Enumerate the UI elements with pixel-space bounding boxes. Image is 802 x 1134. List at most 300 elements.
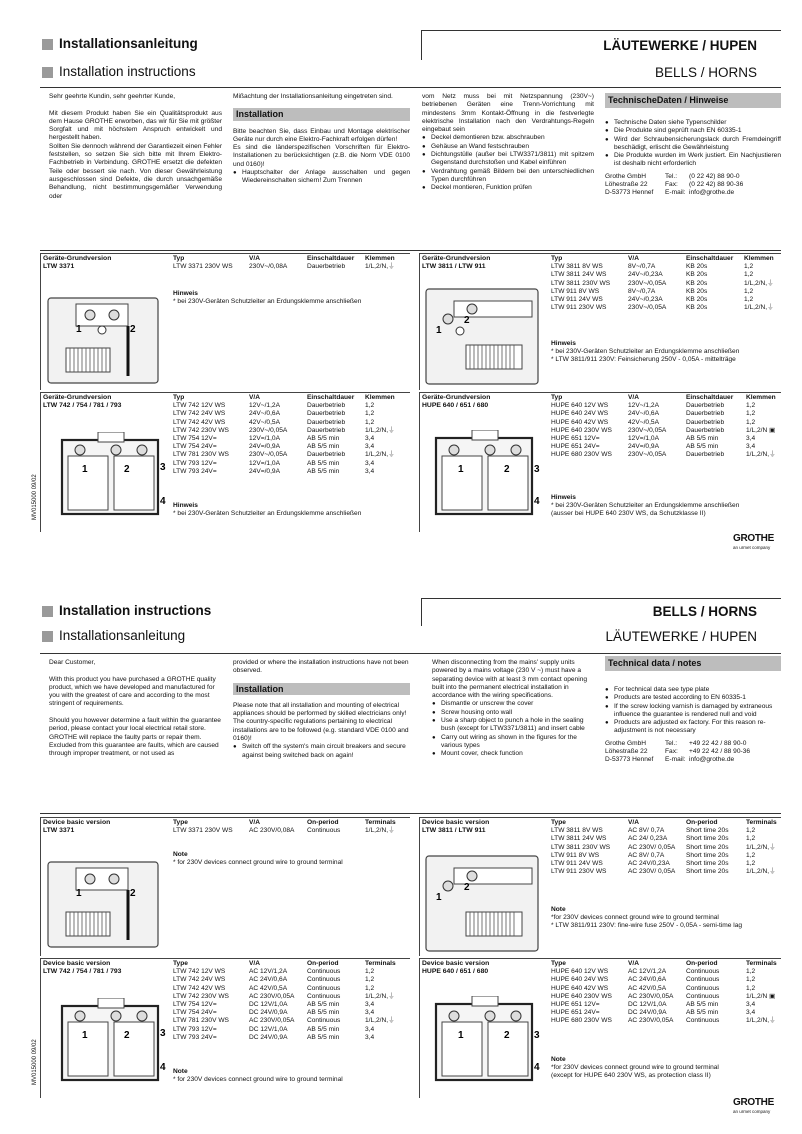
svg-text:3: 3 <box>534 464 540 475</box>
table-header-cell: V/A <box>628 255 639 262</box>
svg-text:1: 1 <box>82 1030 88 1041</box>
title-en: Installation instructions <box>59 64 196 79</box>
table-cell: 24V~/0,23A <box>628 271 663 279</box>
table-header-cell: Terminals <box>746 960 777 967</box>
table-cell: AC 230V/ 0,05A <box>628 868 676 876</box>
table-cell: 3,4 <box>365 1009 375 1017</box>
table-cell: AC 230V/0,05A <box>628 1017 674 1025</box>
note-heading: Note <box>551 906 566 913</box>
table-cell: HUPE 640 230V WS <box>551 992 612 1000</box>
table-header-cell: Einschaltdauer <box>686 394 734 401</box>
device-note <box>551 340 739 365</box>
table-cell: HUPE 651 24V= <box>551 1009 600 1017</box>
table-row <box>551 860 796 868</box>
device-title <box>422 819 489 835</box>
device-spec-table <box>173 394 425 476</box>
table-row <box>551 304 796 312</box>
table-cell: AC 230V/0,05A <box>249 992 295 1000</box>
device-title-line: Geräte-Grundversion <box>43 255 112 262</box>
table-cell: Dauerbetrieb <box>686 451 725 459</box>
table-header-cell: V/A <box>249 960 260 967</box>
note-text: * bei 230V-Geräten Schutzleiter an Erdungsklemme anschließen <box>173 298 362 306</box>
grothe-logo: GROTHE an urmet company <box>733 1097 774 1115</box>
table-row <box>551 1017 796 1025</box>
table-cell: 230V~/0,05A <box>628 304 667 312</box>
table-cell: Dauerbetrieb <box>686 402 725 410</box>
table-cell: 3,4 <box>365 1025 375 1033</box>
device-title-model: LTW 742 / 754 / 781 / 793 <box>43 402 122 409</box>
table-cell: LTW 911 24V WS <box>551 295 603 303</box>
table-cell: AB 5/5 min <box>686 1000 719 1008</box>
title-right-1b: BELLS / HORNS <box>652 604 757 619</box>
header-square <box>42 606 53 617</box>
table-cell: 230V~/0,05A <box>628 426 667 434</box>
table-row <box>173 427 425 435</box>
table-cell: HUPE 680 230V WS <box>551 451 612 459</box>
table-header-cell: On-period <box>307 960 339 967</box>
table-cell: 1,2 <box>365 968 375 976</box>
svg-text:3: 3 <box>160 462 166 473</box>
table-cell: 1,2 <box>746 859 756 867</box>
note-heading: Hinweis <box>173 502 198 509</box>
table-cell: 42V~/0,5A <box>249 418 280 426</box>
note-text: *for 230V devices connect ground wire to ground terminal <box>551 1064 719 1072</box>
rule <box>40 87 781 88</box>
table-row <box>551 852 796 860</box>
note-heading: Note <box>173 1068 188 1075</box>
device-title <box>422 394 490 410</box>
table-row <box>551 985 796 993</box>
table-row <box>173 993 425 1001</box>
table-cell: 24V~/0,6A <box>628 410 659 418</box>
table-cell: LTW 911 230V WS <box>551 304 607 312</box>
address: Grothe GmbH Tel.: (0 22 42) 88 90-0 Löhestraße 22 Fax: (0 22 42) 88 90-36 D-53773 Hennef E-mail: info@grothe.de <box>605 172 744 197</box>
table-cell: DC 12V/1,0A <box>249 1000 288 1008</box>
table-row <box>173 985 425 993</box>
table-row <box>173 1034 425 1042</box>
table-cell: LTW 742 42V WS <box>173 984 226 992</box>
device-title-model: HUPE 640 / 651 / 680 <box>422 968 489 975</box>
table-cell: 24V~/0,6A <box>249 410 280 418</box>
table-cell: HUPE 640 42V WS <box>551 984 609 992</box>
intro-col-3b: When disconnecting from the mains' supply units powered by a mains voltage (230 V ~) must have a separating device with at least 3 mm contact opening built into the permanent electrical installation in accordance with the wiring specifications. ● Dismantle or unscrew the cover ● Screw housing onto wall ● Use a sharp object to punch a hole in the sealing bush (except for LTW3371/3811) and insert cable ● Carry out wiring as shown in the figures for the various types ● Mount cover, check function <box>432 659 594 759</box>
note-text: * for 230V devices connect ground wire to ground terminal <box>173 859 343 867</box>
table-cell: 12V=/1,0A <box>249 459 280 467</box>
svg-text:2: 2 <box>464 315 470 326</box>
table-cell: 1/L,2/N,⏚ <box>746 843 776 851</box>
table-cell: 1,2 <box>365 402 375 410</box>
table-cell: 12V~/1,2A <box>628 402 659 410</box>
table-header-cell: Klemmen <box>365 394 395 401</box>
table-cell: 24V=/0,9A <box>628 443 659 451</box>
device-title-line: Geräte-Grundversion <box>422 394 491 401</box>
table-cell: 12V=/1,0A <box>249 434 280 442</box>
table-cell: Continuous <box>307 976 341 984</box>
table-cell: LTW 793 24V= <box>173 467 217 475</box>
svg-text:2: 2 <box>504 1030 510 1041</box>
table-cell: HUPE 680 230V WS <box>551 1017 612 1025</box>
table-cell: AC 230V/0,05A <box>628 992 674 1000</box>
device-title <box>43 960 121 976</box>
table-cell: AC 24V/0,6A <box>249 976 288 984</box>
table-cell: HUPE 640 12V WS <box>551 968 609 976</box>
table-cell: 1,2 <box>746 402 756 410</box>
table-header-cell: Type <box>173 960 188 967</box>
table-cell: HUPE 640 12V WS <box>551 402 609 410</box>
table-cell: AC 24V/0,6A <box>628 976 667 984</box>
table-header-cell: On-period <box>686 819 718 826</box>
table-header-cell: V/A <box>628 960 639 967</box>
svg-text:1: 1 <box>82 464 88 475</box>
table-row <box>173 968 425 976</box>
table-cell: LTW 3811 230V WS <box>551 279 611 287</box>
table-cell: LTW 742 230V WS <box>173 426 229 434</box>
svg-text:4: 4 <box>160 496 166 507</box>
table-cell: 3,4 <box>746 434 756 442</box>
doc-code: MV015000 09/02 <box>32 1039 38 1085</box>
note-heading: Hinweis <box>551 494 576 501</box>
table-cell: DC 24V/0,9A <box>628 1009 667 1017</box>
table-cell: KB 20s <box>686 295 708 303</box>
table-cell: Continuous <box>686 968 720 976</box>
table-row <box>173 435 425 443</box>
title-right-1: LÄUTEWERKE / HUPEN <box>603 38 757 53</box>
device-title-line: Device basic version <box>43 819 111 826</box>
table-header-cell: V/A <box>249 819 260 826</box>
table-row <box>173 1017 425 1025</box>
table-cell: 1/L,2/N ▣ <box>746 426 776 434</box>
device-title-model: LTW 742 / 754 / 781 / 793 <box>43 968 122 975</box>
table-cell: 3,4 <box>365 443 375 451</box>
wiring-diagram-hupe-en <box>432 996 544 1086</box>
table-cell: 230V~/0,05A <box>249 426 288 434</box>
device-title <box>43 819 110 835</box>
techdata-head: Technical data / notes <box>605 656 781 671</box>
table-cell: AC 8V/ 0,7A <box>628 851 665 859</box>
header-square <box>42 39 53 50</box>
device-title-model: LTW 3371 <box>43 263 75 270</box>
table-cell: 1,2 <box>744 263 754 271</box>
note-heading: Hinweis <box>551 340 576 347</box>
table-header-cell: Typ <box>551 255 563 262</box>
table-cell: Dauerbetrieb <box>686 426 725 434</box>
table-cell: DC 12V/1,0A <box>249 1025 288 1033</box>
table-cell: Dauerbetrieb <box>307 410 346 418</box>
intro-col-2: Mißachtung der Installationsanleitung eingetreten sind. Installation Bitte beachten Sie, dass Einbau und Montage elektrischer Geräte nur durch eine Elektro-Fachkraft erfolgen dürfen! Es sind die länderspezifischen Vorschriften für Elektro-Installationen zu berücksichtigen (z.B. die Norm VDE 0100 und 0160)! ● Hauptschalter der Anlage ausschalten und gegen Wiedereinschalten sichern! Zum Trennen <box>233 93 410 186</box>
table-cell: 12V=/1,0A <box>628 434 659 442</box>
table-cell: Dauerbetrieb <box>307 418 346 426</box>
table-cell: KB 20s <box>686 271 708 279</box>
table-row <box>173 410 425 418</box>
svg-text:2: 2 <box>130 324 136 335</box>
title-right-2: BELLS / HORNS <box>654 65 757 80</box>
table-cell: 42V~/0,5A <box>628 418 659 426</box>
table-cell: LTW 742 230V WS <box>173 992 229 1000</box>
table-cell: AB 5/5 min <box>307 1000 340 1008</box>
table-cell: Dauerbetrieb <box>307 402 346 410</box>
table-header-cell: Terminals <box>746 819 777 826</box>
table-row <box>551 271 796 279</box>
note-text: * LTW 3811/911 230V: Feinsicherung 250V - 0,05A - mittelträge <box>551 356 736 364</box>
table-row <box>173 419 425 427</box>
note-heading: Hinweis <box>173 290 198 297</box>
table-cell: 230V~/0,05A <box>628 451 667 459</box>
table-cell: 3,4 <box>746 1000 756 1008</box>
table-header-cell: Terminals <box>365 960 396 967</box>
table-cell: 1,2 <box>746 827 756 835</box>
table-cell: 1,2 <box>746 410 756 418</box>
device-spec-table <box>551 255 796 312</box>
table-cell: 3,4 <box>365 434 375 442</box>
table-header-cell: Einschaltdauer <box>307 394 355 401</box>
techdata-col-b: ● For technical data see type plate ● Products are tested according to EN 60335-1 ● If the screw locking varnish is damaged by extraneous influence the guarantee is rendered null and void ● Products are adjusted ex factory. For this reason re-adjustment is not necessary Grothe GmbH Tel.: +49 22 42 / 88 90-0 Löhestraße 22 Fax: +49 22 42 / 88 90-36 D-53773 Hennef E-mail: info@grothe.de <box>605 686 781 765</box>
device-spec-table <box>551 960 796 1026</box>
table-cell: LTW 793 12V= <box>173 1025 217 1033</box>
device-title-line: Geräte-Grundversion <box>422 255 491 262</box>
table-cell: AC 12V/1,2A <box>249 968 288 976</box>
table-cell: 1,2 <box>746 835 756 843</box>
intro-col-3: vom Netz muss bei mit Netzspannung (230V~) betriebenen Geräten eine Trenn-Vorrichtung mit mindestens 3mm Kontakt-Öffnung in die festverlegte elektrische Installation nach den Verdrahtungs-Regeln eingebaut sein ● Deckel demontieren bzw. abschrauben ● Gehäuse an Wand festschrauben ● Dichtungstülle (außer bei LTW3371/3811) mit spitzem Gegenstand durchstoßen und Kabel einführen ● Verdrahtung gemäß Bildern bei den unterschiedlichen Typen durchführen ● Deckel montieren, Funktion prüfen <box>422 93 594 193</box>
table-row <box>551 993 796 1001</box>
table-cell: HUPE 640 24V WS <box>551 410 609 418</box>
device-spec-table <box>551 819 796 876</box>
table-cell: LTW 742 24V WS <box>173 410 226 418</box>
note-text: * bei 230V-Geräten Schutzleiter an Erdungsklemme anschließen <box>173 510 362 518</box>
table-cell: 1,2 <box>744 271 754 279</box>
table-row <box>551 288 796 296</box>
table-cell: HUPE 640 42V WS <box>551 418 609 426</box>
table-row <box>551 435 796 443</box>
table-header-cell: Terminals <box>365 819 396 826</box>
table-cell: 24V~/0,23A <box>628 295 663 303</box>
device-note <box>551 1056 719 1081</box>
table-cell: 1/L,2/N,⏚ <box>744 279 774 287</box>
table-header-row <box>551 819 796 827</box>
table-header-cell: Klemmen <box>744 255 774 262</box>
table-cell: 1,2 <box>746 418 756 426</box>
table-cell: Dauerbetrieb <box>307 263 346 271</box>
table-header-cell: On-period <box>686 960 718 967</box>
table-cell: KB 20s <box>686 287 708 295</box>
table-cell: AB 5/5 min <box>686 443 719 451</box>
table-cell: 3,4 <box>746 1009 756 1017</box>
table-cell: LTW 754 12V= <box>173 1000 217 1008</box>
device-title <box>43 255 111 271</box>
table-header-cell: V/A <box>628 394 639 401</box>
table-cell: 1/L,2/N,⏚ <box>365 992 395 1000</box>
svg-text:1: 1 <box>436 325 442 336</box>
table-header-cell: Type <box>173 819 188 826</box>
title-right-2b: LÄUTEWERKE / HUPEN <box>605 629 757 644</box>
svg-text:3: 3 <box>534 1030 540 1041</box>
table-cell: AB 5/5 min <box>307 443 340 451</box>
table-cell: LTW 793 12V= <box>173 459 217 467</box>
table-row <box>173 402 425 410</box>
device-title <box>422 255 490 271</box>
table-cell: HUPE 651 12V= <box>551 1000 600 1008</box>
table-cell: AC 230V/0,05A <box>249 1017 295 1025</box>
table-cell: LTW 742 24V WS <box>173 976 226 984</box>
table-cell: 1,2 <box>746 968 756 976</box>
table-cell: 1,2 <box>365 418 375 426</box>
table-cell: 230V~/0,08A <box>249 263 288 271</box>
table-cell: LTW 911 8V WS <box>551 287 600 295</box>
table-header-cell: V/A <box>249 255 260 262</box>
svg-text:1: 1 <box>76 324 82 335</box>
svg-text:1: 1 <box>458 464 464 475</box>
table-cell: AB 5/5 min <box>307 459 340 467</box>
wiring-diagram-3371-en <box>46 860 164 950</box>
table-cell: HUPE 640 230V WS <box>551 426 612 434</box>
svg-text:4: 4 <box>534 496 540 507</box>
table-row <box>173 451 425 459</box>
table-cell: LTW 3811 24V WS <box>551 271 607 279</box>
table-cell: 3,4 <box>365 1033 375 1041</box>
table-header-row <box>551 255 796 263</box>
address: Grothe GmbH Tel.: +49 22 42 / 88 90-0 Löhestraße 22 Fax: +49 22 42 / 88 90-36 D-53773 Hennef E-mail: info@grothe.de <box>605 739 751 764</box>
table-cell: Continuous <box>307 827 341 835</box>
table-cell: Continuous <box>686 976 720 984</box>
device-title <box>422 960 489 976</box>
device-title-model: HUPE 640 / 651 / 680 <box>422 402 489 409</box>
table-row <box>551 968 796 976</box>
table-header-cell: Einschaltdauer <box>307 255 355 262</box>
table-cell: 230V~/0,05A <box>628 279 667 287</box>
rule <box>40 813 781 814</box>
table-cell: Continuous <box>307 968 341 976</box>
svg-text:3: 3 <box>160 1028 166 1039</box>
table-cell: Dauerbetrieb <box>686 418 725 426</box>
table-cell: 3,4 <box>746 443 756 451</box>
table-cell: Short time 20s <box>686 859 729 867</box>
table-cell: 3,4 <box>365 459 375 467</box>
wiring-diagram-742 <box>58 432 170 520</box>
svg-text:2: 2 <box>504 464 510 475</box>
table-cell: LTW 793 24V= <box>173 1033 217 1041</box>
table-row <box>551 410 796 418</box>
note-text: * for 230V devices connect ground wire to ground terminal <box>173 1076 343 1084</box>
table-header-row <box>551 960 796 968</box>
table-cell: 3,4 <box>365 467 375 475</box>
table-header-cell: Klemmen <box>365 255 395 262</box>
table-row <box>551 827 796 835</box>
table-row <box>551 451 796 459</box>
table-cell: HUPE 651 12V= <box>551 434 600 442</box>
svg-text:1: 1 <box>458 1030 464 1041</box>
table-row <box>551 280 796 288</box>
table-cell: AC 8V/ 0,7A <box>628 827 665 835</box>
table-cell: 1,2 <box>365 976 375 984</box>
device-spec-table <box>173 960 425 1042</box>
wiring-diagram-742-en <box>58 998 170 1086</box>
table-cell: 1,2 <box>744 287 754 295</box>
table-row <box>173 1026 425 1034</box>
table-cell: AB 5/5 min <box>307 1033 340 1041</box>
table-header-cell: Typ <box>173 394 185 401</box>
table-cell: AB 5/5 min <box>307 467 340 475</box>
table-row <box>173 1001 425 1009</box>
rule <box>40 250 781 251</box>
table-cell: AC 12V/1,2A <box>628 968 667 976</box>
table-header-cell: On-period <box>307 819 339 826</box>
table-cell: 1,2 <box>746 984 756 992</box>
table-cell: Short time 20s <box>686 851 729 859</box>
table-cell: AC 230V/0,08A <box>249 827 295 835</box>
header-square <box>42 631 53 642</box>
table-cell: DC 12V/1,0A <box>628 1000 667 1008</box>
table-header-cell: Type <box>551 819 566 826</box>
device-title-line: Device basic version <box>422 960 490 967</box>
device-spec-table <box>173 819 425 835</box>
note-heading: Note <box>551 1056 566 1063</box>
intro-col-2b: provided or where the installation instructions have not been observed. Installation Please note that all installation and mounting of electrical appliances should be performed by skilled electricians only! The country-specific regulations pertaining to electrical installations are to be followed (e.g. standard VDE 0100 and 0160)! ● Switch off the system's main circuit breakers and secure against being switched back on again! <box>233 659 410 760</box>
svg-text:1: 1 <box>436 892 442 903</box>
table-cell: Short time 20s <box>686 843 729 851</box>
table-cell: Dauerbetrieb <box>307 451 346 459</box>
intro-col-1: Sehr geehrte Kundin, sehr geehrter Kunde, Mit diesem Produkt haben Sie ein Qualitätsprodukt aus dem Hause GROTHE erworben, das wir für Sie mit größter Sorgfalt und mit höchstem Anspruch entwickelt und hergestellt haben. Sollten Sie dennoch während der Garantiezeit einen Fehler feststellen, so setzen Sie sich bitte mit Ihrem Elektro-Fachbetrieb in Verbindung. GROTHE ersetzt die defekten Teile oder bessert sie nach. Von dieser Gewährleistung ausgeschlossen sind Defekte, die durch unsachgemäße Behandlung, nicht bestimmungsgemäßer Verwendung oder <box>49 93 223 200</box>
table-header-cell: V/A <box>249 394 260 401</box>
svg-text:2: 2 <box>130 888 136 899</box>
table-header-row <box>173 394 425 402</box>
table-cell: 1,2 <box>365 410 375 418</box>
table-header-row <box>173 255 425 263</box>
table-header-row <box>173 960 425 968</box>
table-row <box>173 460 425 468</box>
table-cell: LTW 3371 230V WS <box>173 827 233 835</box>
doc-code: MV015000 09/02 <box>32 474 38 520</box>
wiring-diagram-3371 <box>46 296 164 386</box>
table-cell: Continuous <box>307 1017 341 1025</box>
note-heading: Note <box>173 851 188 858</box>
table-header-cell: V/A <box>628 819 639 826</box>
table-cell: Continuous <box>307 992 341 1000</box>
device-note <box>173 851 343 867</box>
table-header-cell: Einschaltdauer <box>686 255 734 262</box>
table-cell: LTW 754 24V= <box>173 443 217 451</box>
device-title-line: Device basic version <box>422 819 490 826</box>
table-cell: Dauerbetrieb <box>686 410 725 418</box>
table-cell: 24V=/0,9A <box>249 467 280 475</box>
table-cell: 1,2 <box>746 851 756 859</box>
table-cell: 1/L,2/N,⏚ <box>365 1017 395 1025</box>
table-row <box>551 402 796 410</box>
header-square <box>42 67 53 78</box>
svg-text:2: 2 <box>124 1030 130 1041</box>
table-cell: LTW 754 24V= <box>173 1009 217 1017</box>
table-cell: LTW 3811 8V WS <box>551 263 603 271</box>
table-row <box>551 263 796 271</box>
table-cell: KB 20s <box>686 263 708 271</box>
table-cell: LTW 754 12V= <box>173 434 217 442</box>
table-cell: Continuous <box>307 984 341 992</box>
title-de: Installationsanleitung <box>59 36 198 51</box>
table-cell: Short time 20s <box>686 835 729 843</box>
table-cell: AB 5/5 min <box>307 434 340 442</box>
table-cell: 1/L,2/N,⏚ <box>365 263 395 271</box>
note-text: *for 230V devices connect ground wire to ground terminal <box>551 914 719 922</box>
table-row <box>173 468 425 476</box>
table-cell: 1/L,2/N,⏚ <box>365 827 395 835</box>
title-en-2: Installation instructions <box>59 603 212 618</box>
table-cell: LTW 911 24V WS <box>551 859 603 867</box>
table-cell: AB 5/5 min <box>307 1025 340 1033</box>
table-row <box>551 419 796 427</box>
table-cell: 8V~/0,7A <box>628 287 656 295</box>
device-note <box>551 494 739 519</box>
device-note <box>551 906 742 931</box>
svg-text:4: 4 <box>534 1062 540 1073</box>
table-cell: LTW 911 230V WS <box>551 868 607 876</box>
